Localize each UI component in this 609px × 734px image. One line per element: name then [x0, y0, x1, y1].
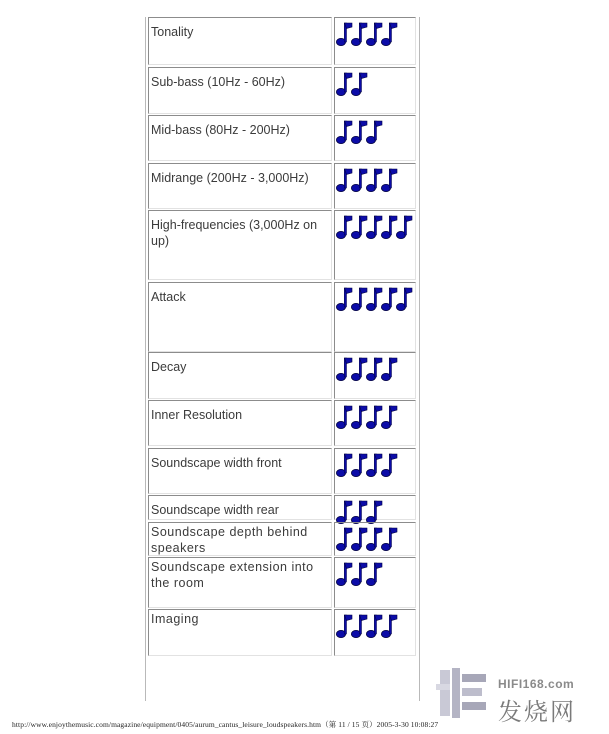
rating-cell	[334, 557, 416, 608]
rating-cell	[334, 17, 416, 65]
rating-cell	[334, 495, 416, 520]
rating-cell	[334, 163, 416, 209]
criterion-cell	[148, 115, 332, 161]
criterion-label: High-frequencies (3,000Hz on up)	[151, 218, 318, 248]
music-note-icon	[381, 355, 399, 383]
criterion-label: Imaging	[151, 612, 199, 626]
music-note-icon	[381, 451, 399, 479]
music-note-icon	[381, 166, 399, 194]
music-note-icon	[396, 285, 414, 313]
criterion-label: Soundscape depth behind speakers	[151, 525, 308, 555]
table-row	[146, 352, 419, 399]
criterion-cell	[148, 495, 332, 520]
criterion-label: Decay	[151, 360, 187, 374]
criterion-cell	[148, 67, 332, 114]
table-row	[146, 210, 419, 280]
table-row	[146, 448, 419, 494]
criterion-cell	[148, 282, 332, 352]
criterion-cell	[148, 557, 332, 608]
criterion-cell	[148, 352, 332, 399]
footer-url: http://www.enjoythemusic.com/magazine/equipment/0405/aurum_cantus_leisure_loudspeakers.htm（第 11 / 15 页）2005-3-30 10:08:27	[12, 720, 439, 729]
criterion-cell	[148, 400, 332, 446]
table-row	[146, 522, 419, 556]
table-row	[146, 163, 419, 209]
table-row	[146, 400, 419, 446]
rating-cell	[334, 115, 416, 161]
watermark-site-name: HIFI168.com	[498, 677, 575, 691]
criterion-cell	[148, 163, 332, 209]
rating-cell	[334, 282, 416, 352]
music-note-icon	[366, 118, 384, 146]
table-row	[146, 17, 419, 65]
rating-cell	[334, 448, 416, 494]
music-note-icon	[381, 20, 399, 48]
rating-cell	[334, 67, 416, 114]
criterion-label: Sub-bass (10Hz - 60Hz)	[151, 75, 286, 89]
table-row	[146, 557, 419, 608]
music-note-icon	[381, 525, 399, 553]
criterion-cell	[148, 17, 332, 65]
criterion-label: Soundscape width rear	[151, 503, 279, 517]
music-note-icon	[381, 612, 399, 640]
criterion-label: Tonality	[151, 25, 194, 39]
music-note-icon	[351, 70, 369, 98]
music-note-icon	[366, 560, 384, 588]
criterion-cell	[148, 448, 332, 494]
ratings-table	[145, 17, 420, 701]
table-row	[146, 115, 419, 161]
criterion-label: Soundscape width front	[151, 456, 282, 470]
criterion-label: Soundscape extension into the room	[151, 560, 314, 590]
criterion-cell	[148, 609, 332, 656]
rating-cell	[334, 352, 416, 399]
music-note-icon	[396, 213, 414, 241]
table-row	[146, 282, 419, 352]
criterion-label: Inner Resolution	[151, 408, 243, 422]
music-note-icon	[381, 403, 399, 431]
rating-cell	[334, 522, 416, 556]
table-row	[146, 495, 419, 520]
rating-cell	[334, 609, 416, 656]
watermark	[434, 664, 604, 724]
table-row	[146, 609, 419, 656]
criterion-cell	[148, 522, 332, 556]
hifi168-logo-icon	[434, 664, 492, 722]
criterion-label: Attack	[151, 290, 186, 304]
criterion-label: Mid-bass (80Hz - 200Hz)	[151, 123, 290, 137]
table-row	[146, 67, 419, 114]
criterion-label: Midrange (200Hz - 3,000Hz)	[151, 171, 309, 185]
rating-cell	[334, 400, 416, 446]
rating-cell	[334, 210, 416, 280]
criterion-cell	[148, 210, 332, 280]
watermark-chinese-name: 发烧网	[498, 699, 576, 726]
